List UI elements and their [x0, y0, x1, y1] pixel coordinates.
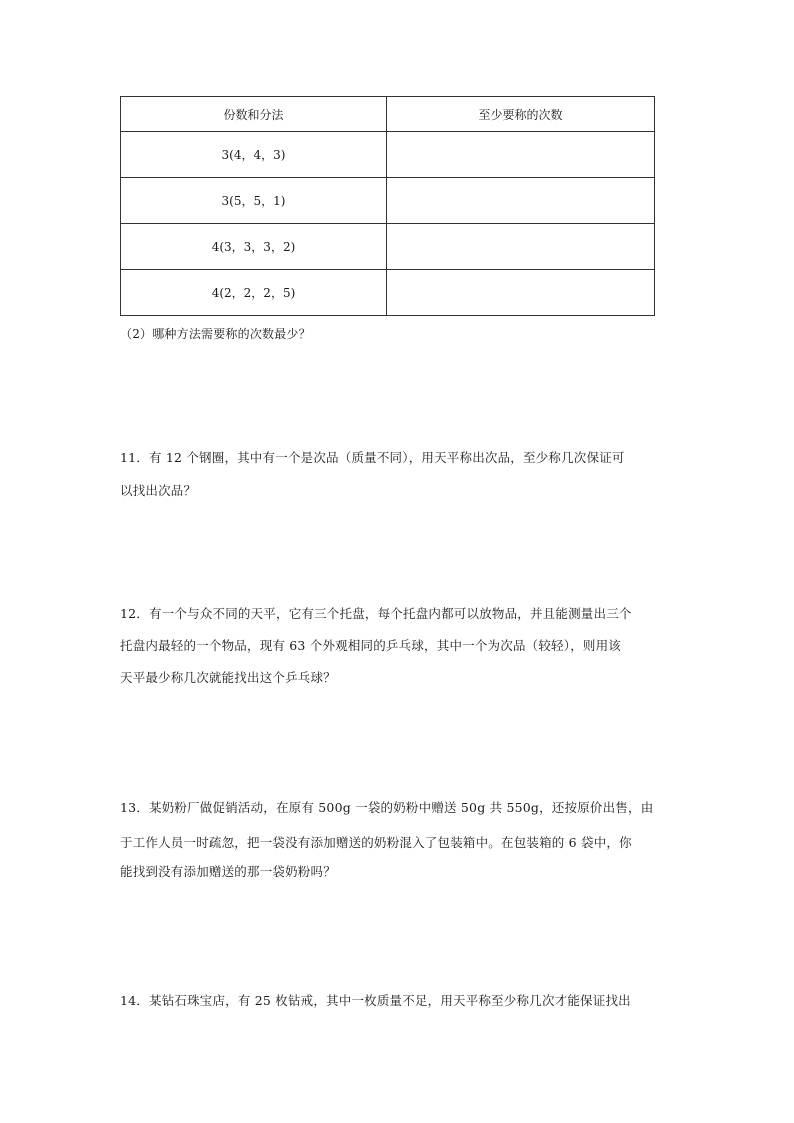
- table-row: [121, 224, 655, 270]
- question-12-line-3: 天平最少称几次就能找出这个乒乓球？: [120, 670, 336, 685]
- header-min-weighings: 至少要称的次数: [387, 97, 655, 132]
- header-partition-method: 份数和分法: [121, 97, 387, 132]
- partition-cell: 3(4，4，3): [121, 132, 387, 178]
- question-13-line-1: 13．某奶粉厂做促销活动，在原有 500g 一袋的奶粉中赠送 50g 共 550g，还按原价出售，由: [120, 800, 654, 815]
- answer-cell: [387, 178, 655, 224]
- answer-cell: [387, 132, 655, 178]
- question-14-line-1: 14．某钻石珠宝店，有 25 枚钻戒，其中一枚质量不足，用天平称至少称几次才能保证找出: [120, 993, 631, 1008]
- partition-cell: 4(2，2，2，5): [121, 270, 387, 316]
- question-13-line-2: 于工作人员一时疏忽，把一袋没有添加赠送的奶粉混入了包装箱中。在包装箱的 6 袋中，你: [120, 835, 632, 850]
- question-12-line-1: 12．有一个与众不同的天平，它有三个托盘，每个托盘内都可以放物品，并且能测量出三个: [120, 606, 632, 621]
- table-header-row: [121, 97, 655, 132]
- table-row: [121, 270, 655, 316]
- answer-cell: [387, 224, 655, 270]
- partition-cell: 4(3，3，3，2): [121, 224, 387, 270]
- table-row: [121, 132, 655, 178]
- table-row: [121, 178, 655, 224]
- answer-cell: [387, 270, 655, 316]
- sub-question-2: （2）哪种方法需要称的次数最少？: [120, 327, 311, 341]
- partition-cell: 3(5，5，1): [121, 178, 387, 224]
- question-11-line-2: 以找出次品？: [120, 483, 197, 498]
- question-13-line-3: 能找到没有添加赠送的那一袋奶粉吗？: [120, 864, 336, 879]
- question-12-line-2: 托盘内最轻的一个物品，现有 63 个外观相同的乒乓球，其中一个为次品（较轻），则用该: [120, 638, 622, 653]
- question-11-line-1: 11．有 12 个钢圈，其中有一个是次品（质量不同），用天平称出次品，至少称几次保证可: [120, 450, 625, 465]
- weighing-table: [120, 96, 655, 316]
